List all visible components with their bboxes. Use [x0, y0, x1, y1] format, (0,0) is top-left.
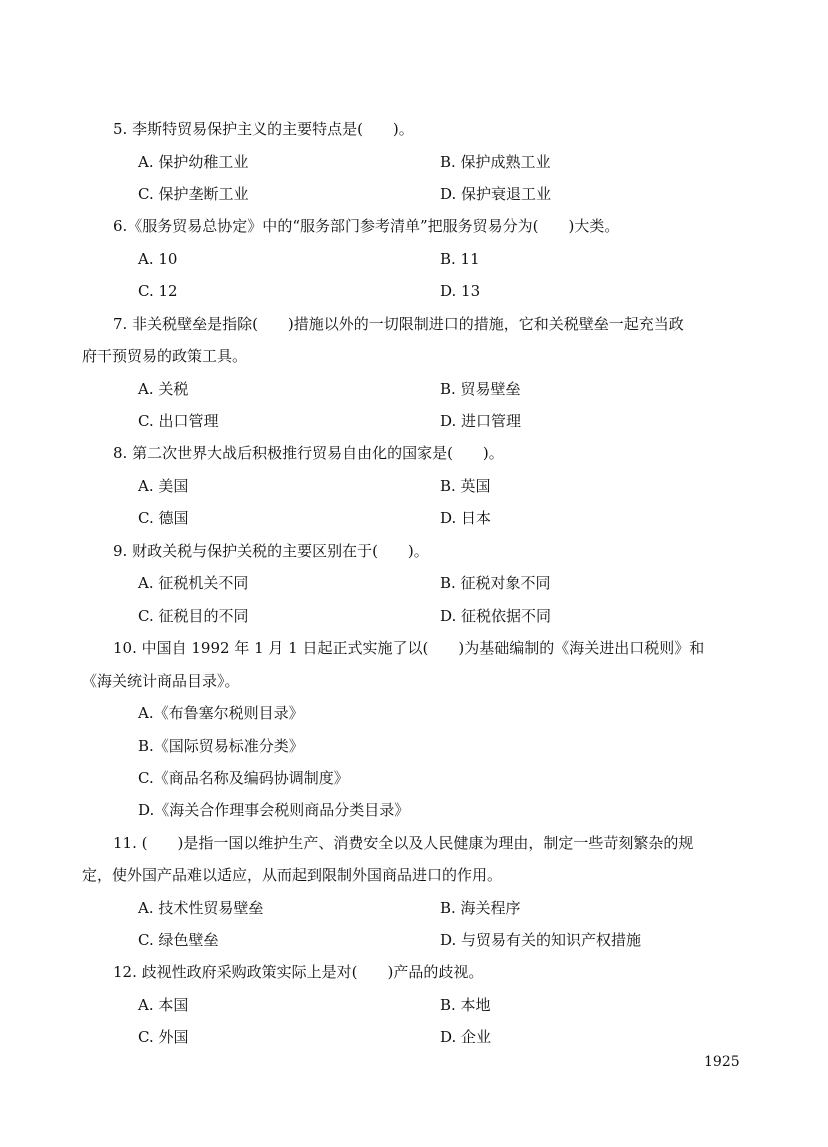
question-5-option-d: D. 保护衰退工业: [440, 185, 552, 203]
question-9-stem: 9. 财政关税与保护关税的主要区别在于( )。: [113, 542, 429, 560]
question-10-option-b: B.《国际贸易标准分类》: [138, 737, 304, 755]
question-9-option-c: C. 征税目的不同: [138, 607, 249, 625]
question-12-option-c: C. 外国: [138, 1028, 189, 1046]
page-number: 1925: [704, 1054, 740, 1070]
question-11-option-c: C. 绿色壁垒: [138, 931, 219, 949]
question-5-option-b: B. 保护成熟工业: [440, 153, 551, 171]
question-10-option-c: C.《商品名称及编码协调制度》: [138, 769, 349, 787]
question-11-option-b: B. 海关程序: [440, 899, 521, 917]
question-6-stem: 6.《服务贸易总协定》中的“服务部门参考清单”把服务贸易分为( )大类。: [113, 217, 620, 235]
question-10-stem: 10. 中国自 1992 年 1 月 1 日起正式实施了以( )为基础编制的《海关进出口税则》和: [113, 639, 705, 657]
question-6-option-c: C. 12: [138, 282, 178, 300]
question-7-option-d: D. 进口管理: [440, 412, 522, 430]
question-6-option-b: B. 11: [440, 250, 480, 268]
question-5-stem: 5. 李斯特贸易保护主义的主要特点是( )。: [113, 120, 414, 138]
question-10-option-a: A.《布鲁塞尔税则目录》: [138, 704, 304, 722]
question-10-option-d: D.《海关合作理事会税则商品分类目录》: [138, 801, 410, 819]
question-8-option-b: B. 英国: [440, 477, 491, 495]
question-6-option-d: D. 13: [440, 282, 481, 300]
question-11-stem: 11. ( )是指一国以维护生产、消费安全以及人民健康为理由，制定一些苛刻繁杂的规: [113, 834, 694, 852]
question-5-option-a: A. 保护幼稚工业: [138, 153, 249, 171]
question-9-option-d: D. 征税依据不同: [440, 607, 552, 625]
question-11-option-d: D. 与贸易有关的知识产权措施: [440, 931, 642, 949]
question-10-stem-cont: 《海关统计商品目录》。: [82, 672, 240, 690]
question-12-stem: 12. 歧视性政府采购政策实际上是对( )产品的歧视。: [113, 963, 484, 981]
question-8-option-d: D. 日本: [440, 509, 492, 527]
question-5-option-c: C. 保护垄断工业: [138, 185, 249, 203]
question-9-option-a: A. 征税机关不同: [138, 574, 249, 592]
question-7-option-b: B. 贸易壁垒: [440, 380, 521, 398]
question-8-stem: 8. 第二次世界大战后积极推行贸易自由化的国家是( )。: [113, 444, 504, 462]
question-9-option-b: B. 征税对象不同: [440, 574, 551, 592]
question-8-option-a: A. 美国: [138, 477, 189, 495]
question-11-stem-cont: 定，使外国产品难以适应，从而起到限制外国商品进口的作用。: [82, 866, 503, 884]
question-8-option-c: C. 德国: [138, 509, 189, 527]
question-7-option-a: A. 关税: [138, 380, 189, 398]
question-6-option-a: A. 10: [138, 250, 178, 268]
question-12-option-d: D. 企业: [440, 1028, 492, 1046]
question-12-option-a: A. 本国: [138, 996, 189, 1014]
question-7-option-c: C. 出口管理: [138, 412, 219, 430]
question-11-option-a: A. 技术性贸易壁垒: [138, 899, 264, 917]
question-7-stem: 7. 非关税壁垒是指除( )措施以外的一切限制进口的措施，它和关税壁垒一起充当政: [113, 315, 684, 333]
question-7-stem-cont: 府干预贸易的政策工具。: [82, 347, 248, 365]
question-12-option-b: B. 本地: [440, 996, 491, 1014]
